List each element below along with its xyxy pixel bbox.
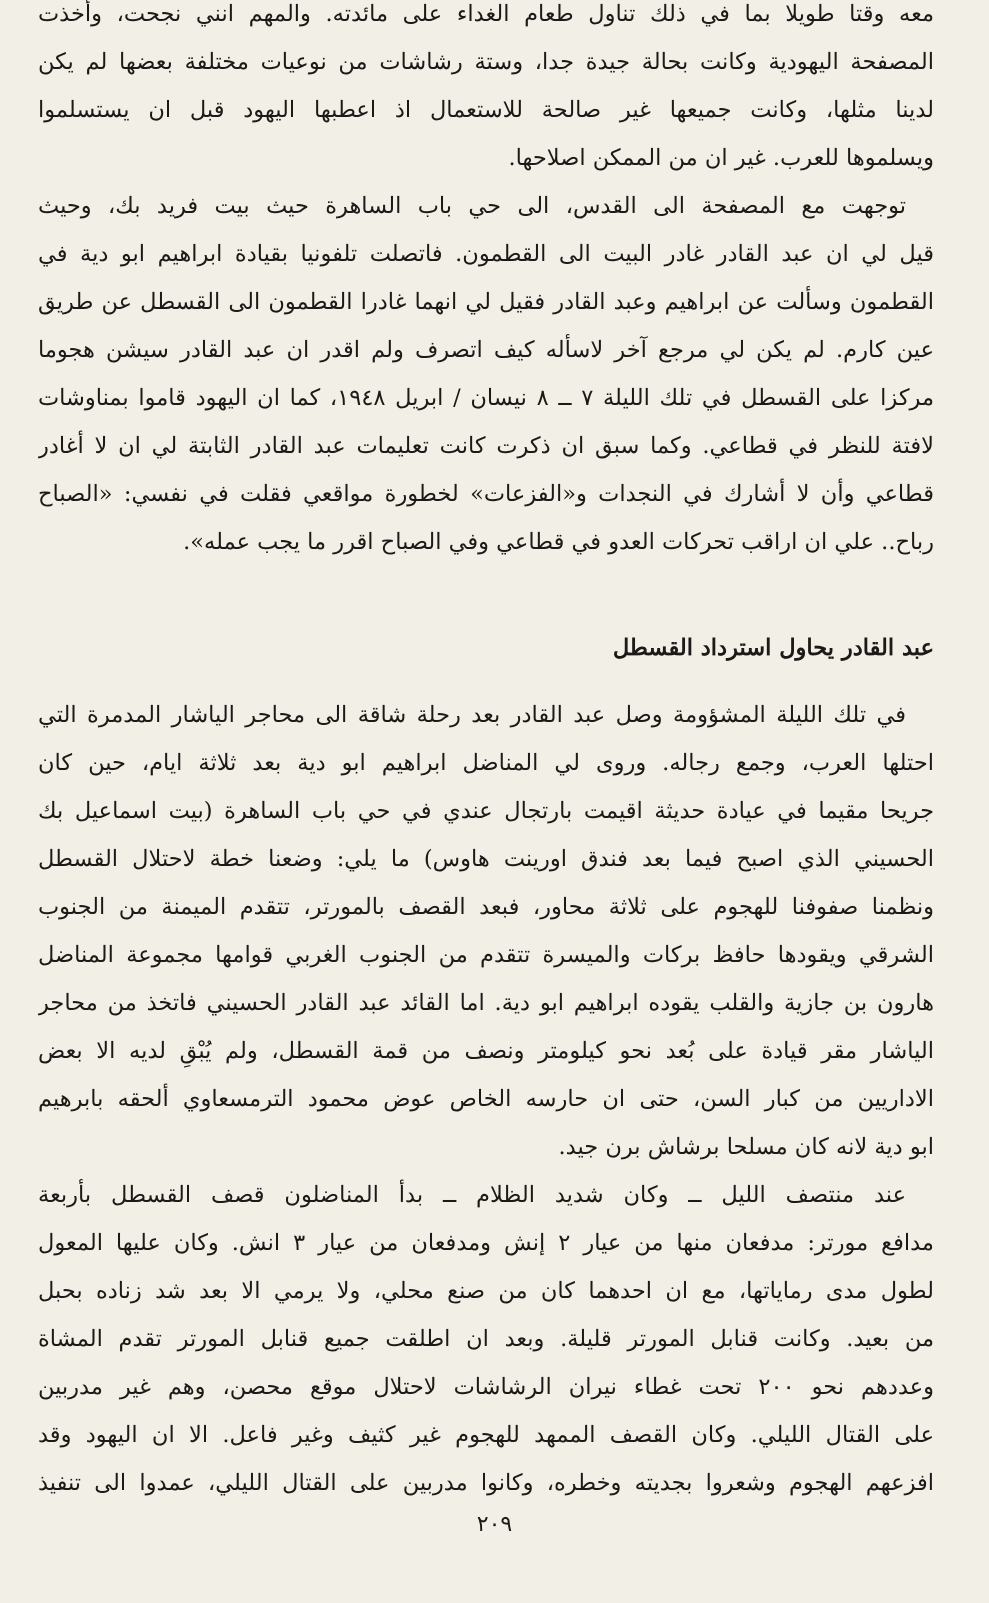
page-number: ٢٠٩ (476, 1512, 513, 1537)
text-line: الياشار مقر قيادة على بُعد نحو كيلومتر ونصف من قمة القسطل، ولم يُبْقِ لديه الا بعض (38, 1038, 934, 1064)
text-line: جريحا مقيما في عيادة حديثة اقيمت بارتجال عندي في حي باب الساهرة (بيت اسماعيل بك (38, 798, 934, 824)
text-line: على القتال الليلي. وكان القصف الممهد للهجوم غير كثيف وغير فاعل. الا ان اليهود وقد (38, 1422, 934, 1448)
text-line: افزعهم الهجوم وشعروا بجديته وخطره، وكانوا مدربين على القتال الليلي، عمدوا الى تنفيذ (38, 1470, 934, 1496)
text-line: ابو دية لانه كان مسلحا برشاش برن جيد. (558, 1134, 934, 1160)
text-line: هارون بن جازية والقلب يقوده ابراهيم ابو دية. اما القائد عبد القادر الحسيني فاتخذ من محاجر (38, 990, 934, 1016)
text-line: توجهت مع المصفحة الى القدس، الى حي باب الساهرة حيث بيت فريد بك، وحيث (38, 193, 906, 219)
text-line: الشرقي ويقودها حافظ بركات والميسرة تتقدم من الجنوب الغربي قوامها مجموعة المناضل (38, 942, 934, 968)
text-line: وعددهم نحو ٢٠٠ تحت غطاء نيران الرشاشات لاحتلال موقع محصن، وهم غير مدربين (38, 1374, 934, 1400)
text-line: قيل لي ان عبد القادر غادر البيت الى القطمون. فاتصلت تلفونيا بقيادة ابراهيم ابو دية في (38, 241, 934, 267)
text-line: الحسيني الذي اصبح فيما بعد فندق اورينت هاوس) ما يلي: وضعنا خطة لاحتلال القسطل (38, 846, 934, 872)
text-line: رباح.. علي ان اراقب تحركات العدو في قطاعي وفي الصباح اقرر ما يجب عمله». (183, 529, 934, 555)
section-1-text (38, 0, 934, 566)
text-line: عين كارم. لم يكن لي مرجع آخر لاسأله كيف اتصرف ولم اقدر ان عبد القادر سيشن هجوما (38, 337, 934, 363)
text-line: لافتة للنظر في قطاعي. وكما سبق ان ذكرت كانت تعليمات عبد القادر الثابتة لي ان لا أغادر (38, 433, 934, 459)
section-heading: عبد القادر يحاول استرداد القسطل (612, 635, 934, 661)
text-line: ويسلموها للعرب. غير ان من الممكن اصلاحها. (508, 145, 934, 171)
text-line: مركزا على القسطل في تلك الليلة ٧ ــ ٨ نيسان / ابريل ١٩٤٨، كما ان اليهود قاموا بمناوشات (38, 385, 934, 411)
text-line: قطاعي وأن لا أشارك في النجدات و«الفزعات» لخطورة مواقعي فقلت في نفسي: «الصباح (38, 481, 934, 507)
section-2-text (38, 691, 934, 1507)
text-line: في تلك الليلة المشؤومة وصل عبد القادر بعد رحلة شاقة الى محاجر الياشار المدمرة التي (38, 702, 906, 728)
text-line: احتلها العرب، وجمع رجاله. وروى لي المناضل ابراهيم ابو دية بعد ثلاثة ايام، حين كان (38, 750, 934, 776)
text-line: الاداريين من كبار السن، حتى ان حارسه الخاص عوض محمود الترمسعاوي ألحقه بابرهيم (38, 1086, 934, 1112)
text-line: من بعيد. وكانت قنابل المورتر قليلة. وبعد ان اطلقت جميع قنابل المورتر تقدم المشاة (38, 1326, 934, 1352)
text-line: عند منتصف الليل ــ وكان شديد الظلام ــ بدأ المناضلون قصف القسطل بأربعة (38, 1182, 906, 1208)
text-line: المصفحة اليهودية وكانت بحالة جيدة جدا، وستة رشاشات من نوعيات مختلفة بعضها لم يكن (38, 49, 934, 75)
text-line: القطمون وسألت عن ابراهيم وعبد القادر فقيل لي انهما غادرا القطمون الى القسطل عن طريق (38, 289, 934, 315)
text-line: مدافع مورتر: مدفعان منها من عيار ٢ إنش ومدفعان من عيار ٣ انش. وكان عليها المعول (38, 1230, 934, 1256)
text-line: ونظمنا صفوفنا للهجوم على ثلاثة محاور، فبعد القصف بالمورتر، تتقدم الميمنة من الجنوب (38, 894, 934, 920)
text-line: لدينا مثلها، وكانت جميعها غير صالحة للاستعمال اذ اعطبها اليهود قبل ان يستسلموا (38, 97, 934, 123)
text-line: معه وقتا طويلا بما في ذلك تناول طعام الغداء على مائدته. والمهم انني نجحت، وأخذت (38, 1, 934, 27)
text-line: لطول مدى رماياتها، مع ان احدهما كان من صنع محلي، ولا يرمي الا بعد شد زناده بحبل (38, 1278, 934, 1304)
